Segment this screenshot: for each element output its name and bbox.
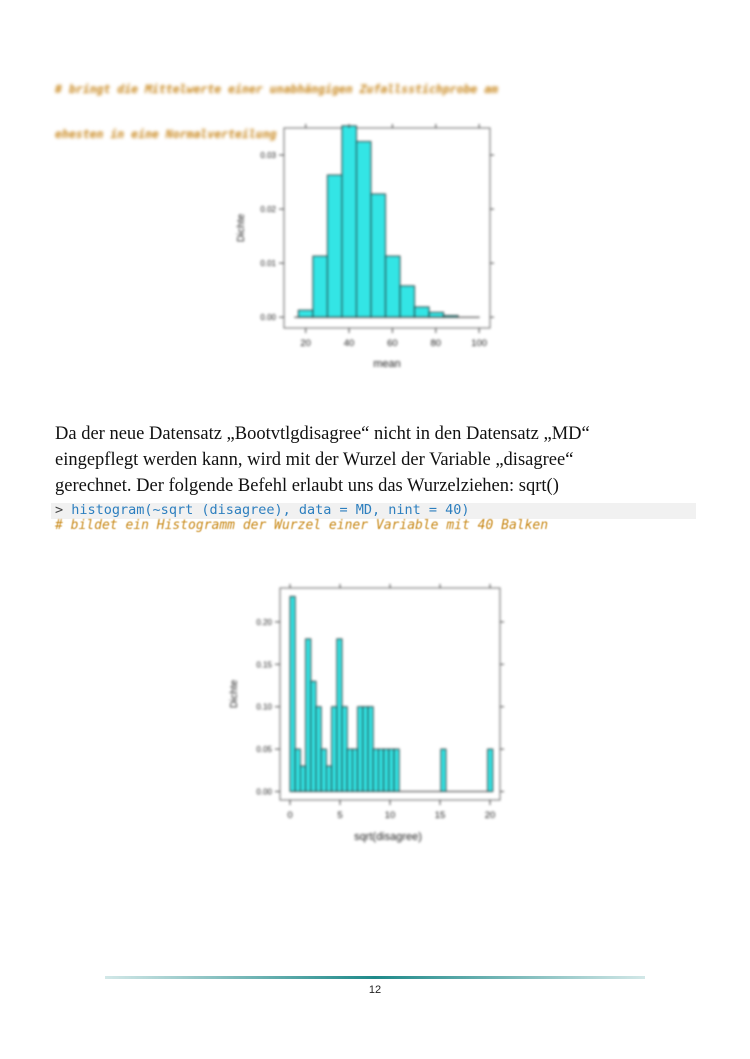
x-tick-label-3: 15 [434, 810, 446, 821]
histogram-bar-5 [371, 194, 386, 317]
y-tick-label-3: 0.03 [260, 151, 276, 161]
y-axis-label: Dichte [229, 679, 240, 709]
r-prompt: > [55, 502, 64, 518]
histogram-bar-17 [378, 749, 383, 791]
page-number: 12 [368, 984, 382, 996]
histogram-bar-15 [368, 707, 373, 792]
y-axis-label: Dichte [236, 213, 247, 243]
x-tick-label-1: 5 [337, 810, 343, 821]
histogram-bar-4 [356, 142, 371, 318]
histogram-bar-4 [311, 681, 316, 791]
x-tick-label-1: 40 [343, 338, 355, 349]
y-tick-label-4: 0.20 [256, 617, 272, 627]
histogram-bar-7 [400, 286, 415, 317]
histogram-bar-6 [321, 749, 326, 791]
r-comment-top-line2: ehesten in eine Normalverteilung [55, 127, 277, 141]
x-tick-label-0: 20 [300, 338, 311, 349]
paragraph-line-1: Da der neue Datensatz „Bootvtlgdisagree“ nicht in den Datensatz „MD“ [55, 424, 590, 444]
paragraph-line-2: eingepflegt werden kann, wird mit der Wurzel der Variable „disagree“ [55, 450, 574, 470]
histogram-bar-22 [488, 749, 493, 791]
x-tick-label-0: 0 [287, 810, 293, 821]
x-tick-label-2: 60 [387, 338, 398, 349]
histogram-bar-7 [326, 766, 331, 791]
histogram-bar-6 [385, 256, 400, 317]
histogram-bar-2 [327, 175, 342, 317]
histogram-bar-19 [389, 749, 394, 791]
histogram-bar-3 [342, 126, 357, 317]
x-axis-label: sqrt(disagree) [354, 831, 422, 843]
histogram-bar-16 [373, 749, 378, 791]
x-tick-label-3: 80 [430, 338, 442, 349]
histogram-bar-9 [429, 312, 444, 317]
histogram-bar-2 [300, 766, 305, 791]
r-code-line [55, 502, 470, 519]
y-tick-label-0: 0.00 [260, 313, 276, 323]
histogram-bar-18 [384, 749, 389, 791]
histogram-sqrt-disagree [225, 578, 510, 848]
histogram-bar-10 [342, 707, 347, 792]
x-tick-label-2: 10 [384, 810, 396, 821]
histogram-mean [230, 118, 500, 378]
histogram-bar-8 [415, 307, 430, 317]
histogram-bar-1 [295, 749, 300, 791]
y-tick-label-1: 0.05 [256, 745, 272, 755]
histogram-bar-0 [298, 310, 313, 317]
histogram-bar-14 [363, 707, 368, 792]
r-comment-histogram: # bildet ein Histogramm der Wurzel einer Variable mit 40 Balken [55, 518, 549, 533]
histogram-bar-13 [358, 707, 363, 792]
y-tick-label-2: 0.02 [260, 205, 276, 215]
y-tick-label-0: 0.00 [256, 787, 272, 797]
x-tick-label-4: 100 [471, 338, 488, 349]
histogram-bar-1 [313, 256, 328, 317]
paragraph-line-3: gerechnet. Der folgende Befehl erlaubt uns das Wurzelziehen: sqrt() [55, 476, 559, 496]
histogram-bar-11 [347, 749, 352, 791]
r-command: histogram(~sqrt (disagree), data = MD, nint = 40) [71, 502, 470, 518]
r-comment-top-line1: # bringt die Mittelwerte einer unabhängigen Zufallsstichprobe am [55, 82, 499, 96]
y-tick-label-2: 0.10 [256, 702, 272, 712]
x-tick-label-4: 20 [484, 810, 496, 821]
histogram-bar-0 [290, 596, 295, 791]
histogram-bar-3 [306, 639, 311, 792]
histogram-bar-8 [332, 707, 337, 792]
x-axis-label: mean [373, 358, 401, 370]
histogram-bar-12 [352, 749, 357, 791]
histogram-bar-20 [394, 749, 399, 791]
histogram-bar-5 [316, 707, 321, 792]
histogram-bar-9 [337, 639, 342, 792]
histogram-bar-21 [441, 749, 446, 791]
footer-divider [105, 976, 645, 979]
y-tick-label-1: 0.01 [260, 259, 276, 269]
y-tick-label-3: 0.15 [256, 660, 272, 670]
body-paragraph [55, 421, 695, 499]
